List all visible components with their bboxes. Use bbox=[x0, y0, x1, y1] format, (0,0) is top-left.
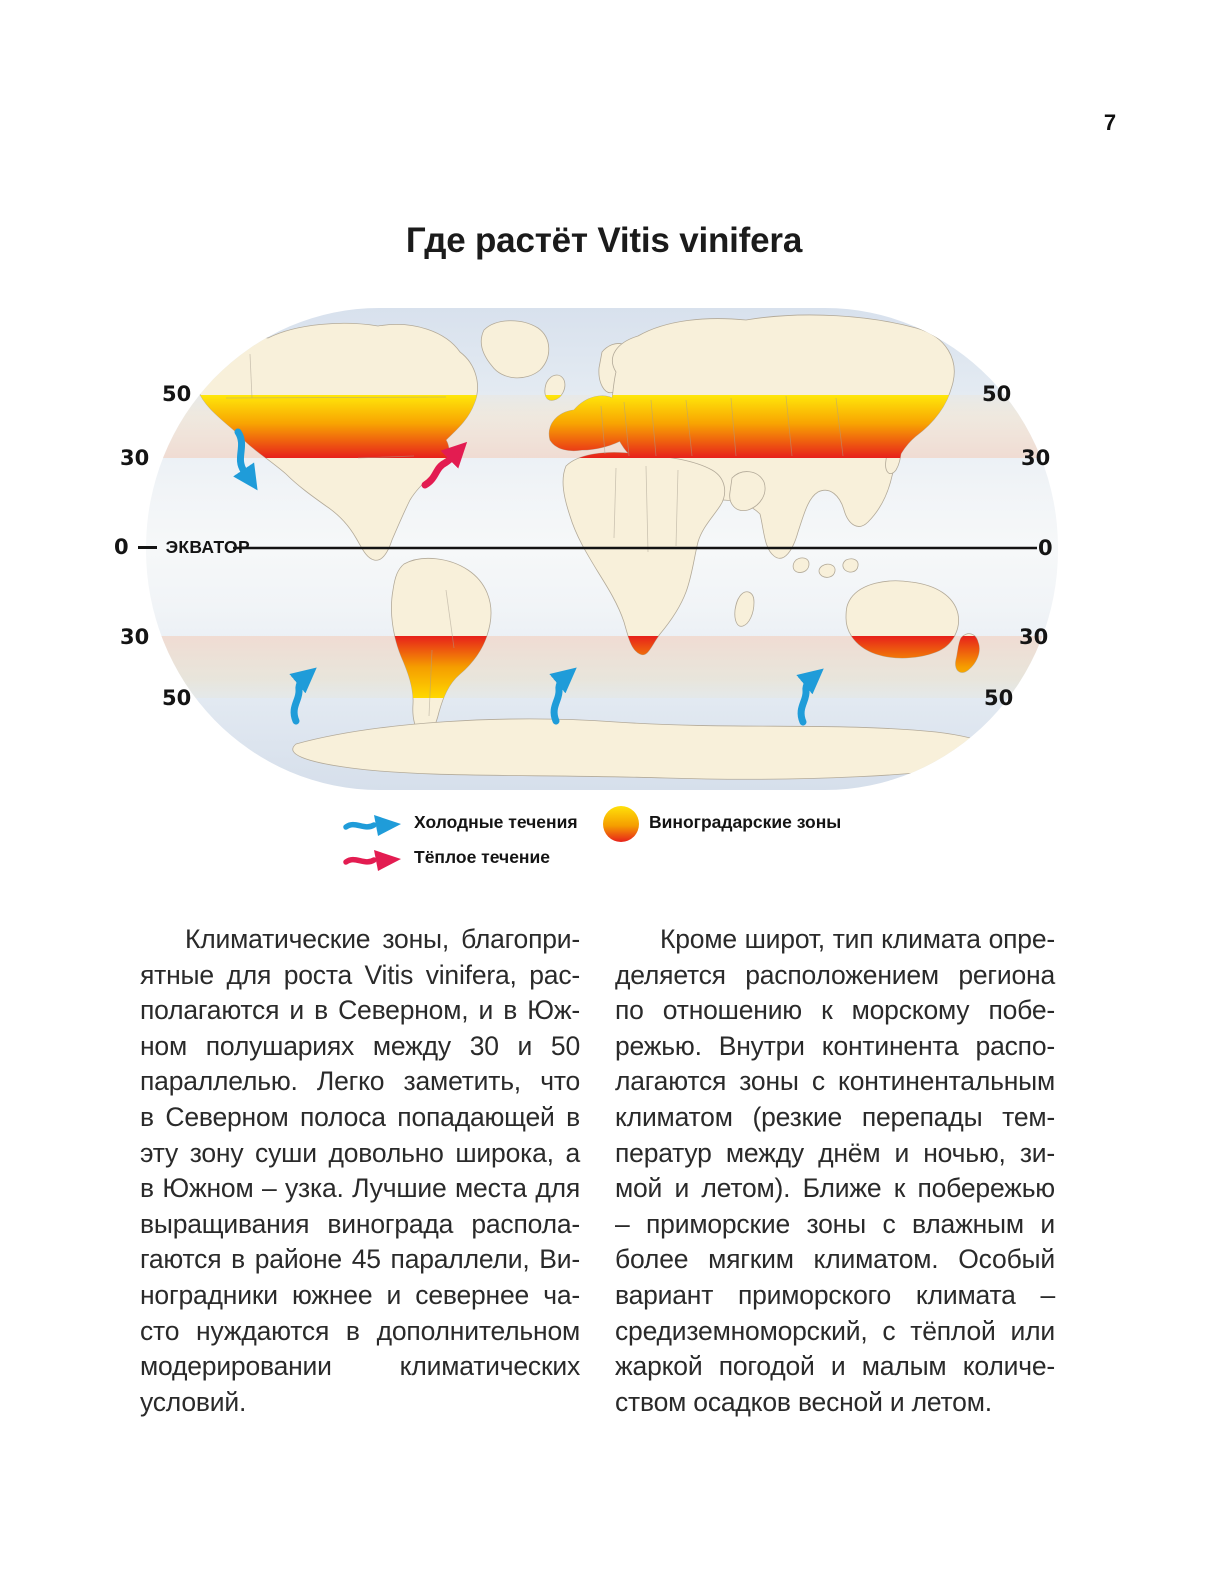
text-line: – приморские зоны с влажным и bbox=[615, 1208, 1055, 1239]
warm-current-icon bbox=[343, 846, 403, 872]
text-line: более мягким климатом. Особый bbox=[615, 1244, 1055, 1275]
text-column-left bbox=[140, 922, 580, 1420]
text-line: полагаются и в Северном, и в Юж- bbox=[140, 995, 580, 1026]
lat-label-0-right: 0 bbox=[1038, 536, 1053, 560]
legend-wine-zones-label: Виноградарские зоны bbox=[649, 812, 842, 832]
lat-label-30s-left: 30 bbox=[120, 625, 150, 649]
text-line: ператур между днём и ночью, зи- bbox=[615, 1137, 1055, 1168]
page-number: 7 bbox=[1103, 110, 1117, 135]
text-line: параллелью. Легко заметить, что bbox=[140, 1066, 580, 1097]
text-line: по отношению к морскому побе- bbox=[615, 995, 1055, 1026]
text-line: ством осадков весной и летом. bbox=[615, 1386, 992, 1417]
wine-zones-icon bbox=[602, 805, 640, 843]
text-line: деляется расположением региона bbox=[615, 959, 1055, 990]
lat-label-30s-right: 30 bbox=[1019, 625, 1049, 649]
map-figure bbox=[146, 308, 1058, 790]
text-line: ятные для роста Vitis vinifera, рас- bbox=[140, 959, 580, 990]
lat-label-50s-left: 50 bbox=[162, 686, 192, 710]
text-line: модерировании климатических bbox=[140, 1351, 580, 1382]
text-line: средиземноморский, с тёплой или bbox=[615, 1315, 1055, 1346]
equator-label: ЭКВАТОР bbox=[165, 536, 250, 557]
cold-current-icon bbox=[343, 811, 403, 837]
text-line: эту зону суши довольно широка, а bbox=[140, 1137, 580, 1168]
lat-label-30n-right: 30 bbox=[1021, 446, 1051, 470]
text-line: условий. bbox=[140, 1386, 247, 1417]
text-column-right bbox=[615, 922, 1055, 1420]
text-line: мой и летом). Ближе к побережью bbox=[615, 1173, 1055, 1204]
lat-label-50s-right: 50 bbox=[984, 686, 1014, 710]
equator-dash bbox=[138, 546, 157, 549]
lat-label-30n-left: 30 bbox=[120, 446, 150, 470]
text-line: Кроме широт, тип климата опре- bbox=[660, 924, 1055, 954]
text-line: ном полушариях между 30 и 50 bbox=[140, 1030, 580, 1061]
text-line: гаются в районе 45 параллели, Ви- bbox=[140, 1244, 580, 1275]
lat-label-50n-left: 50 bbox=[162, 382, 192, 406]
text-line: ноградники южнее и севернее ча- bbox=[140, 1279, 580, 1310]
page-title: Где растёт Vitis vinifera bbox=[405, 221, 803, 260]
equator-label-block bbox=[114, 535, 250, 559]
text-line: Климатические зоны, благопри- bbox=[185, 924, 580, 954]
body-text bbox=[140, 922, 1055, 1420]
text-line: сто нуждаются в дополнительном bbox=[140, 1315, 580, 1346]
text-line: выращивания винограда распола- bbox=[140, 1208, 580, 1239]
text-line: режью. Внутри континента распо- bbox=[615, 1030, 1055, 1061]
lat-label-50n-right: 50 bbox=[982, 382, 1012, 406]
lat-label-0-left: 0 bbox=[114, 535, 129, 559]
text-line: в Южном – узка. Лучшие места для bbox=[140, 1173, 580, 1204]
text-line: климатом (резкие перепады тем- bbox=[615, 1101, 1055, 1132]
text-line: лагаются зоны с континентальным bbox=[615, 1066, 1055, 1097]
text-line: в Северном полоса попадающей в bbox=[140, 1101, 580, 1132]
text-line: жаркой погодой и малым количе- bbox=[615, 1351, 1055, 1382]
legend-cold-currents-label: Холодные течения bbox=[414, 812, 578, 832]
world-map bbox=[146, 308, 1058, 790]
legend-warm-current-label: Тёплое течение bbox=[414, 847, 550, 867]
text-line: вариант приморского климата – bbox=[615, 1279, 1055, 1310]
map-legend bbox=[340, 803, 870, 879]
